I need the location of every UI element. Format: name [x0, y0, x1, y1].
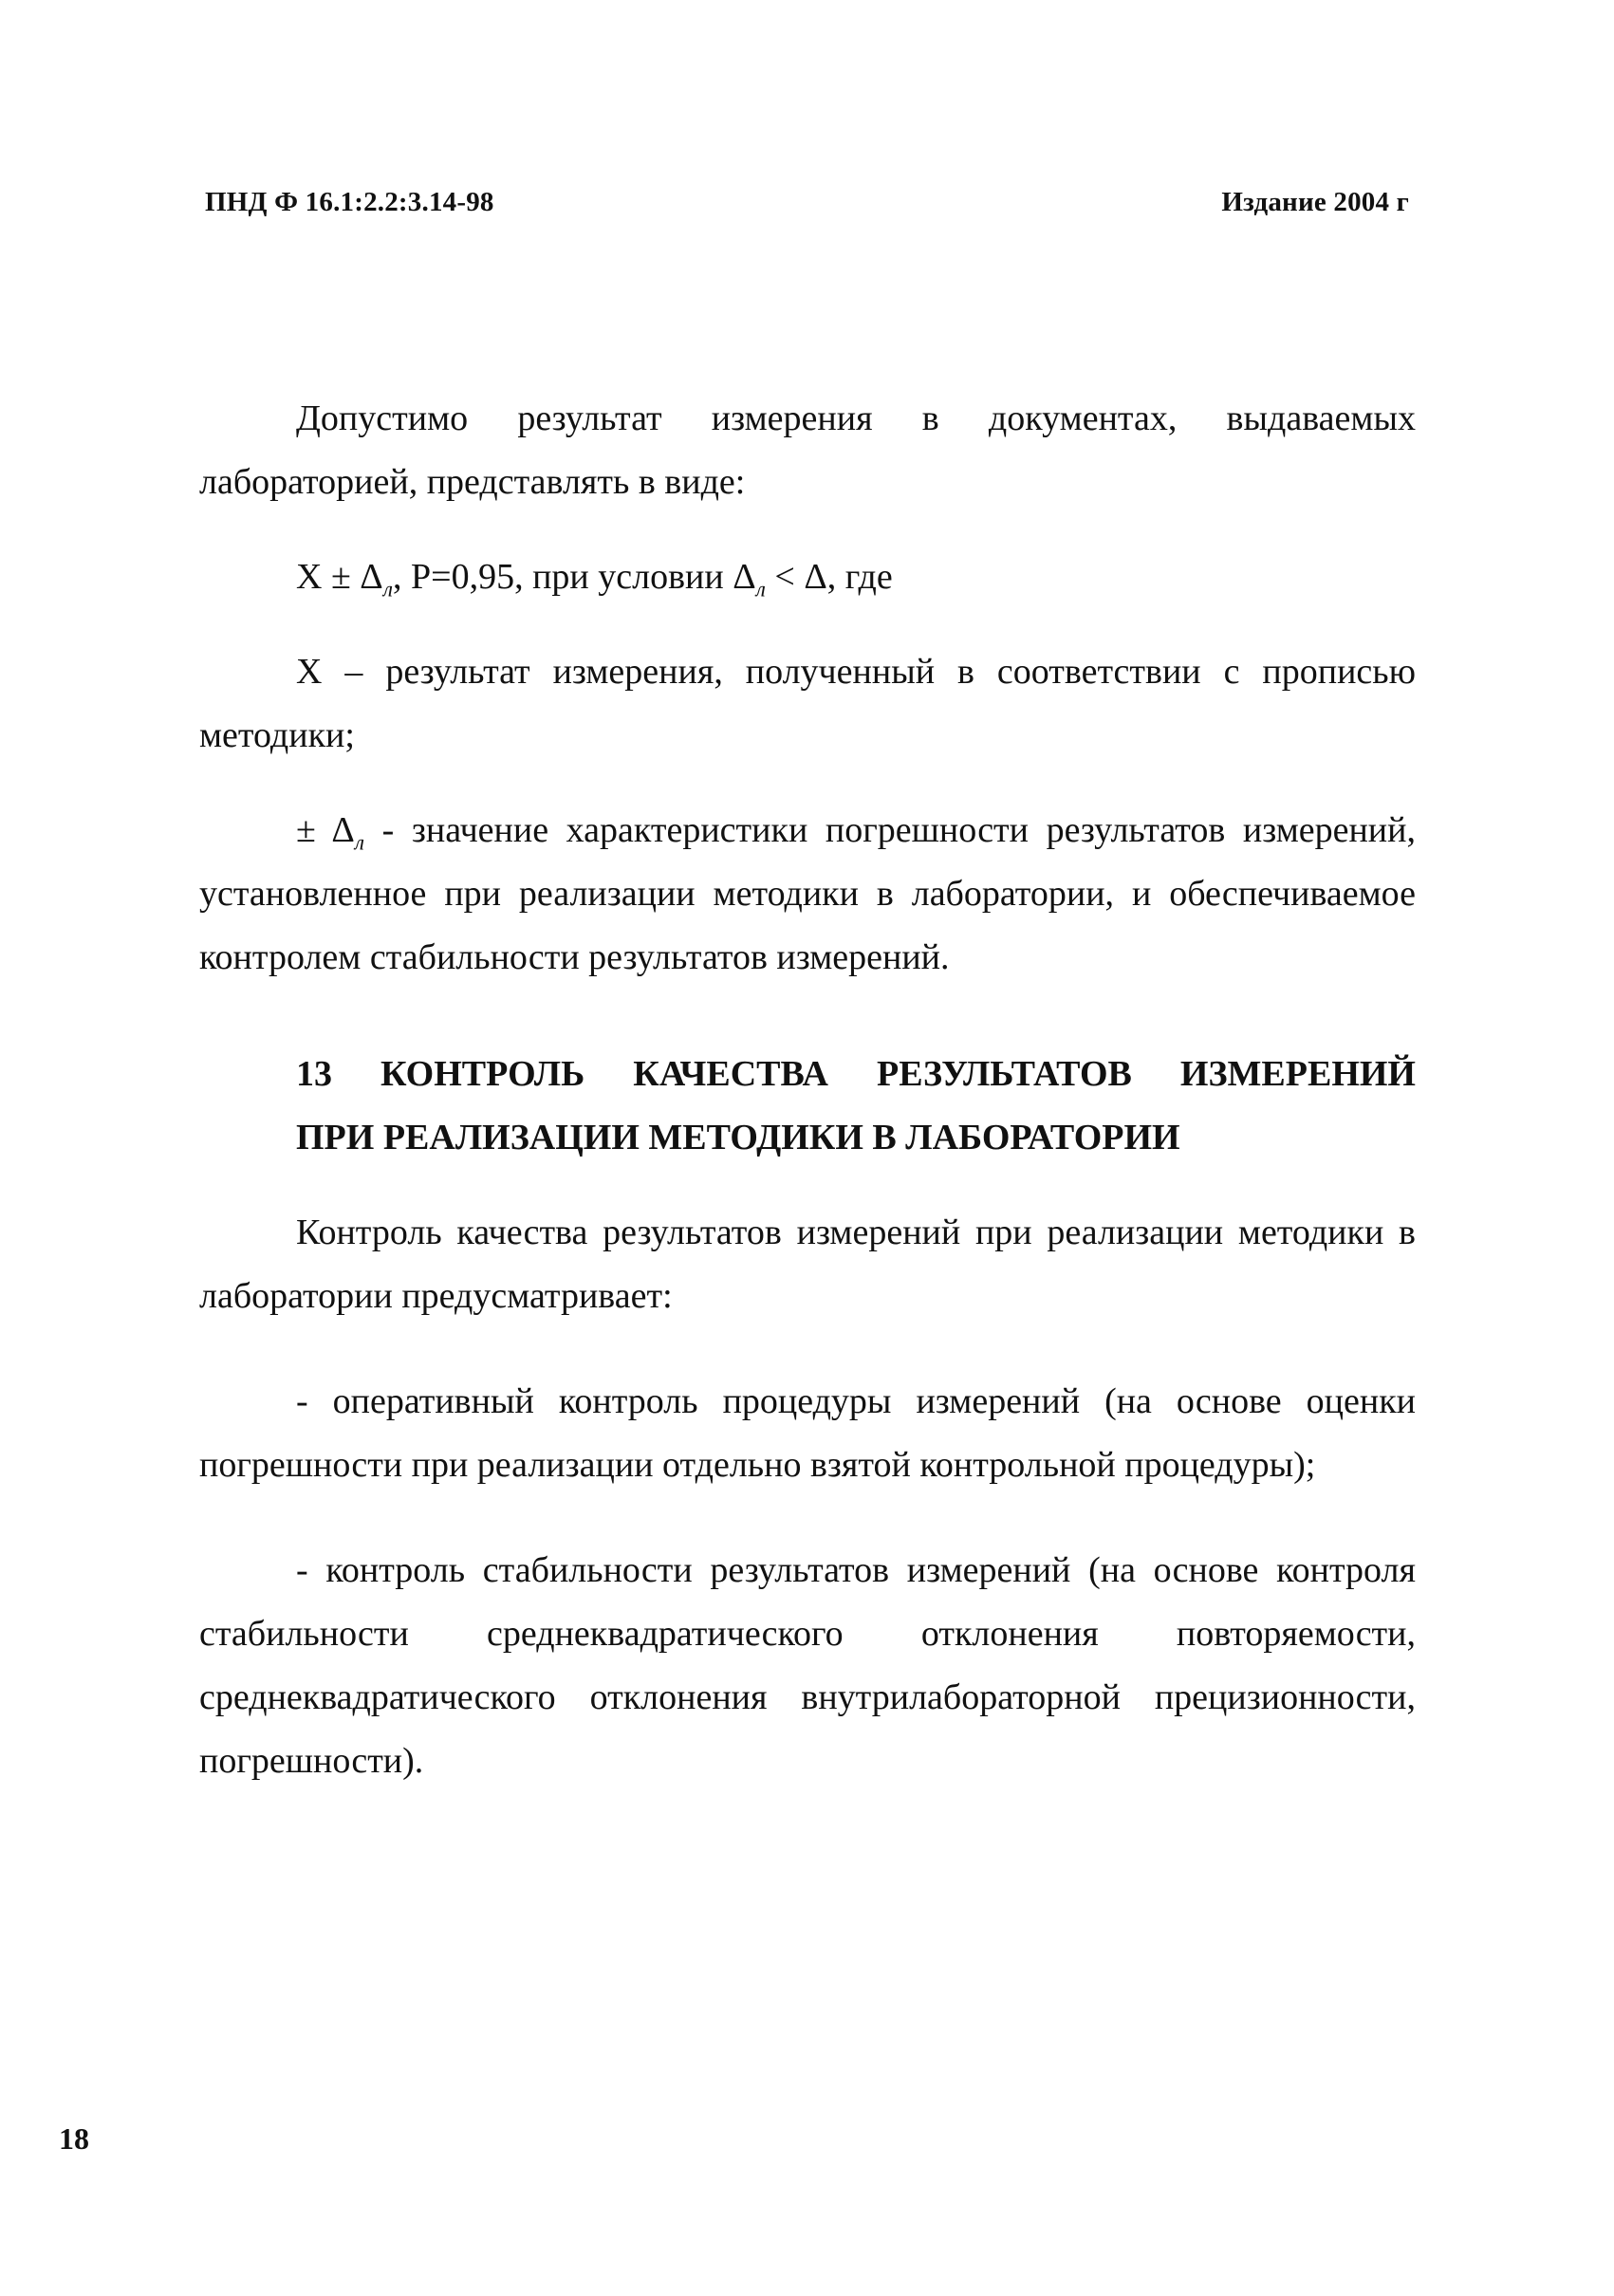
document-code: ПНД Ф 16.1:2.2:3.14-98: [205, 187, 494, 217]
page-number: 18: [59, 2121, 89, 2156]
section-heading-line2: ПРИ РЕАЛИЗАЦИИ МЕТОДИКИ В ЛАБОРАТОРИИ: [296, 1118, 1180, 1157]
list-item-stability-control: - контроль стабильности результатов измерений (на основе контроля стабильности среднеквадратического отклонения повторяемости, среднеквадратического отклонения внутрилабораторной прецизионности, погрешности).: [199, 1550, 1416, 1781]
delta-text: - значение характеристики погрешности результатов измерений, установленное при реализации методики в лаборатории, и обеспечиваемое контролем стабильности результатов измерений.: [199, 810, 1416, 977]
edition-label: Издание 2004 г: [1221, 187, 1409, 217]
delta-symbol: ± Δ: [296, 810, 355, 850]
section-heading-line1: 13 КОНТРОЛЬ КАЧЕСТВА РЕЗУЛЬТАТОВ ИЗМЕРЕНИЙ: [296, 1054, 1416, 1094]
formula-part: X ± Δ: [296, 557, 383, 597]
x-definition: X – результат измерения, полученный в соответствии с прописью методики;: [199, 652, 1416, 755]
delta-definition: [199, 799, 1416, 990]
delta-subscript: л: [354, 830, 365, 856]
formula-line: [199, 546, 1416, 609]
formula-subscript: л: [382, 577, 394, 602]
section-heading: [199, 1043, 1416, 1170]
section-intro: Контроль качества результатов измерений при реализации методики в лаборатории предусматривает:: [199, 1213, 1416, 1316]
formula-part: , P=0,95, при условии Δ: [393, 557, 756, 597]
formula-subscript: л: [755, 577, 766, 602]
list-item-operational-control: - оперативный контроль процедуры измерений (на основе оценки погрешности при реализации отдельно взятой контрольной процедуры);: [199, 1381, 1416, 1485]
intro-paragraph: Допустимо результат измерения в документах, выдаваемых лабораторией, представлять в виде:: [199, 398, 1416, 502]
page-body: [199, 387, 1416, 1793]
formula-part: < Δ, где: [765, 557, 893, 597]
